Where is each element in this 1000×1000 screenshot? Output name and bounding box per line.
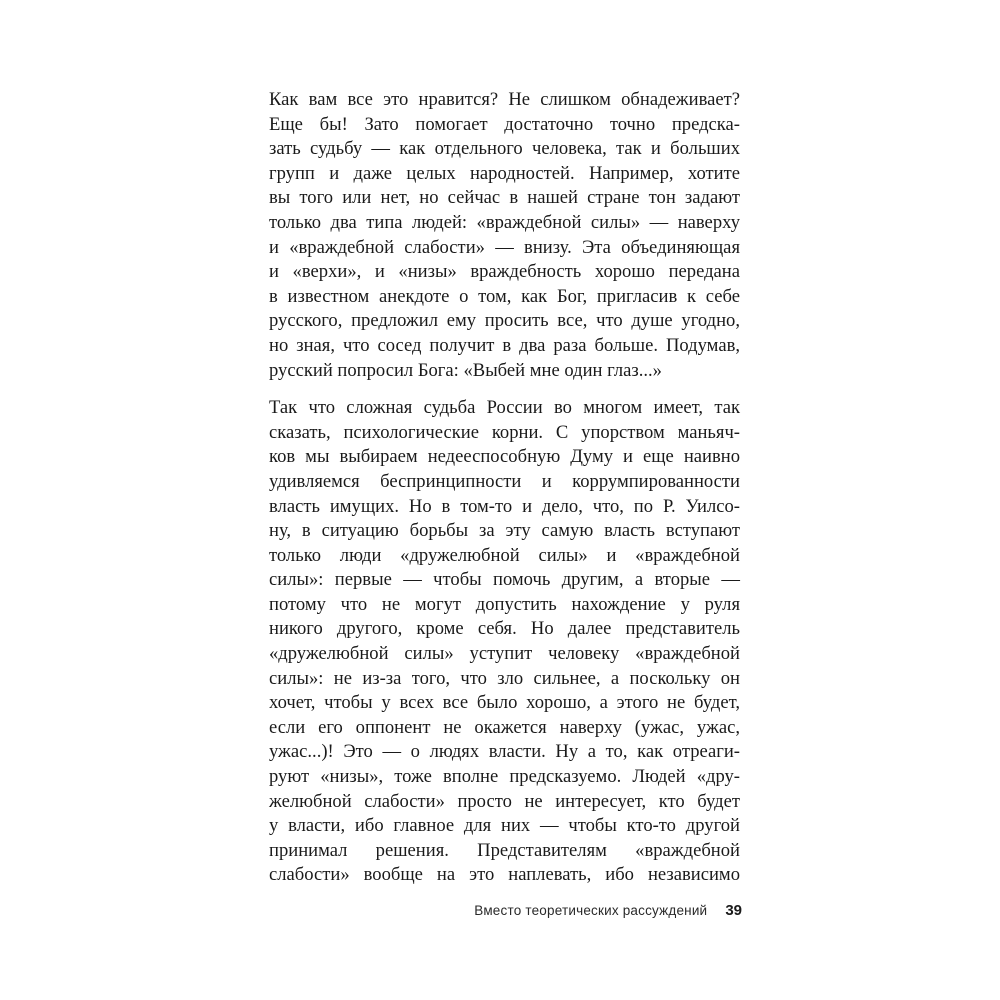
text-line: сказать, психологические корни. С упорством маньяч- bbox=[269, 421, 740, 443]
text-line: слабости» вообще на это наплевать, ибо независимо bbox=[269, 864, 740, 886]
text-line: Так что сложная судьба России во многом имеет, так bbox=[269, 397, 740, 419]
page-footer bbox=[474, 902, 742, 919]
text-line: потому что не могут допустить нахождение у руля bbox=[269, 593, 740, 615]
running-title: Вместо теоретических рассуждений bbox=[474, 903, 708, 918]
text-line: и «верхи», и «низы» враждебность хорошо передана bbox=[269, 261, 740, 283]
text-line: хочет, чтобы у всех все было хорошо, а этого не будет, bbox=[269, 692, 740, 714]
text-line: и «враждебной слабости» — внизу. Эта объединяющая bbox=[269, 236, 740, 258]
text-line: зать судьбу — как отдельного человека, так и больших bbox=[269, 138, 740, 160]
paragraph bbox=[269, 88, 740, 383]
page-number: 39 bbox=[725, 902, 742, 919]
text-line: желюбной слабости» просто не интересует, кто будет bbox=[269, 790, 740, 812]
paragraph bbox=[269, 396, 740, 888]
text-line: только два типа людей: «враждебной силы» — наверху bbox=[269, 211, 740, 233]
text-line: но зная, что сосед получит в два раза больше. Подумав, bbox=[269, 334, 740, 356]
text-line: только люди «дружелюбной силы» и «враждебной bbox=[269, 544, 740, 566]
text-line: «дружелюбной силы» уступит человеку «враждебной bbox=[269, 643, 740, 665]
text-line: принимал решения. Представителям «враждебной bbox=[269, 839, 740, 861]
text-line: в известном анекдоте о том, как Бог, пригласив к себе bbox=[269, 285, 740, 307]
text-line: Еще бы! Зато помогает достаточно точно предска- bbox=[269, 113, 740, 135]
text-line: руют «низы», тоже вполне предсказуемо. Людей «дру- bbox=[269, 766, 740, 788]
text-line: ков мы выбираем недееспособную Думу и еще наивно bbox=[269, 446, 740, 468]
text-line: у власти, ибо главное для них — чтобы кто-то другой bbox=[269, 815, 740, 837]
text-line: ну, в ситуацию борьбы за эту самую власть вступают bbox=[269, 520, 740, 542]
text-line: никого другого, кроме себя. Но далее представитель bbox=[269, 618, 740, 640]
text-line: русский попросил Бога: «Выбей мне один глаз...» bbox=[269, 359, 662, 381]
text-line: силы»: первые — чтобы помочь другим, а вторые — bbox=[269, 569, 740, 591]
text-line: если его оппонент не окажется наверху (ужас, ужас, bbox=[269, 716, 740, 738]
text-line: власть имущих. Но в том-то и дело, что, по Р. Уилсо- bbox=[269, 495, 740, 517]
text-line: удивляемся беспринципности и коррумпированности bbox=[269, 470, 740, 492]
text-line: ужас...)! Это — о людях власти. Ну а то, как отреаги- bbox=[269, 741, 740, 763]
text-line: русского, предложил ему просить все, что душе угодно, bbox=[269, 310, 740, 332]
text-line: Как вам все это нравится? Не слишком обнадеживает? bbox=[269, 89, 740, 110]
page-body bbox=[269, 88, 740, 888]
text-line: вы того или нет, но сейчас в нашей стране тон задают bbox=[269, 187, 740, 209]
text-line: групп и даже целых народностей. Например, хотите bbox=[269, 162, 740, 184]
text-line: силы»: не из-за того, что зло сильнее, а поскольку он bbox=[269, 667, 740, 689]
